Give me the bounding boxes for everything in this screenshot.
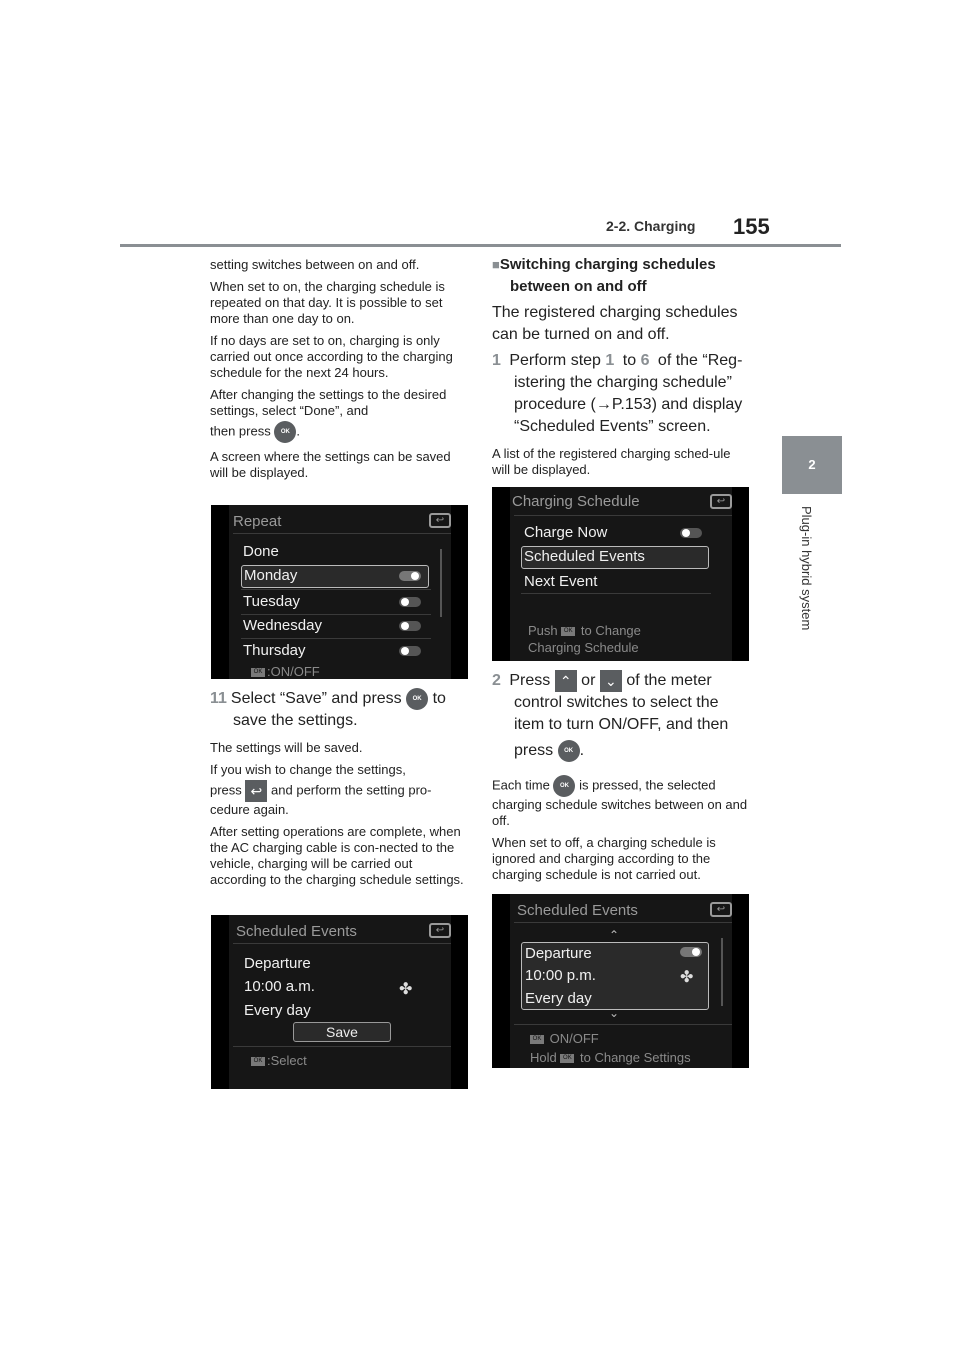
- text: between on and off: [510, 278, 647, 295]
- menu-item-next-event[interactable]: Next Event: [524, 573, 598, 590]
- toggle-icon[interactable]: [680, 528, 702, 538]
- section-heading: ■Switching charging schedules between on and off: [492, 256, 716, 295]
- text: to Change: [580, 623, 641, 638]
- text: of the “Reg-: [657, 352, 743, 369]
- paragraph: After setting operations are complete, when the AC charging cable is con-nected to the vehicle, charging will be carried out according to the charging schedule settings.: [210, 824, 464, 887]
- save-button[interactable]: Save: [293, 1022, 391, 1042]
- toggle-icon[interactable]: [399, 646, 421, 656]
- menu-item-scheduled-events[interactable]: Scheduled Events: [524, 548, 645, 565]
- screen-save: [211, 915, 468, 1089]
- paragraph: When set to off, a charging schedule is ignored and charging according to the charging schedule is not carried out.: [492, 835, 716, 882]
- right-text-bottom: [492, 775, 748, 889]
- paragraph: After changing the settings to the desired settings, select “Done”, and: [210, 387, 447, 418]
- menu-item-charge-now[interactable]: Charge Now: [524, 524, 608, 541]
- screen-footer: [251, 664, 320, 679]
- toggle-icon[interactable]: [399, 597, 421, 607]
- chapter-label: Plug-in hybrid system: [799, 506, 814, 631]
- chevron-up-icon[interactable]: ⌃: [609, 928, 620, 942]
- left-text-bottom: [210, 740, 468, 894]
- text: procedure (→P.153) and display: [514, 396, 743, 413]
- step-ref: 1: [605, 352, 615, 369]
- right-text-top: [492, 254, 754, 484]
- screen-footer: [528, 623, 641, 638]
- up-arrow-button-icon: ⌃: [555, 670, 577, 692]
- chapter-tab: 2: [782, 436, 842, 494]
- ok-chip-icon: OK: [530, 1035, 544, 1044]
- event-time: 10:00 p.m.: [525, 967, 596, 984]
- text: or: [581, 672, 596, 690]
- paragraph: A screen where the settings can be saved will be displayed.: [210, 449, 451, 480]
- fan-icon: ✤: [399, 981, 413, 998]
- text: to: [432, 690, 446, 708]
- text: .: [579, 742, 585, 760]
- screen-footer: [530, 1031, 599, 1046]
- text: ON/OFF: [549, 1031, 599, 1046]
- paragraph: setting switches between on and off.: [210, 257, 420, 272]
- text: Select “Save” and press: [230, 690, 402, 708]
- toggle-icon[interactable]: [680, 947, 702, 957]
- note: A list of the registered charging sched-ule will be displayed.: [492, 446, 731, 477]
- back-icon: ↩: [710, 902, 732, 917]
- text: :ON/OFF: [267, 664, 320, 679]
- event-repeat: Every day: [244, 1002, 311, 1019]
- screen-repeat: [211, 505, 468, 679]
- text: to Change Settings: [580, 1050, 691, 1065]
- header-rule: [120, 244, 841, 247]
- text: to: [622, 352, 637, 369]
- paragraph: When set to on, the charging schedule is repeated on that day. It is possible to set more than one day to on.: [210, 279, 445, 326]
- step-number: 11: [210, 690, 227, 708]
- toggle-icon[interactable]: [399, 571, 421, 581]
- paragraph: If no days are set to on, charging is only carried out once according to the charging schedule for the next 24 hours.: [210, 333, 453, 380]
- screen-title: Scheduled Events: [517, 902, 638, 919]
- paragraph: charging schedule switches between on and off.: [492, 797, 748, 828]
- step-1: [492, 350, 754, 438]
- screen-footer: [251, 1053, 307, 1068]
- screen-title: Charging Schedule: [512, 493, 640, 510]
- list-item-tuesday[interactable]: Tuesday: [243, 593, 300, 610]
- ok-chip-icon: OK: [560, 1054, 574, 1063]
- paragraph: The settings will be saved.: [210, 740, 363, 755]
- step-number: 1: [492, 352, 501, 369]
- text: Hold: [530, 1050, 557, 1065]
- screen-charging-schedule: [492, 487, 749, 661]
- text: “Scheduled Events” screen.: [514, 418, 711, 435]
- text: Perform step: [509, 352, 601, 369]
- ok-button-icon: OK: [553, 775, 575, 797]
- paragraph: If you wish to change the settings,: [210, 762, 406, 777]
- screen-title: Scheduled Events: [236, 923, 357, 940]
- list-item-thursday[interactable]: Thursday: [243, 642, 306, 659]
- screen-footer-line2: [530, 1050, 691, 1065]
- intro: [492, 302, 754, 346]
- text: control switches to select the: [514, 694, 719, 712]
- event-name: Departure: [244, 955, 311, 972]
- ok-chip-icon: OK: [251, 1057, 265, 1066]
- step-line: [210, 688, 472, 710]
- paragraph: cedure again.: [210, 802, 289, 817]
- page-number: 155: [733, 214, 770, 239]
- text: Switching charging schedules: [499, 256, 716, 273]
- step-line: save the settings.: [233, 712, 358, 730]
- text: then press: [210, 423, 271, 439]
- back-icon: ↩: [710, 494, 732, 509]
- paragraph: [210, 780, 468, 802]
- text: The registered charging schedules: [492, 304, 738, 321]
- ok-chip-icon: OK: [251, 668, 265, 677]
- text: and perform the setting pro-: [271, 782, 432, 798]
- toggle-icon[interactable]: [399, 621, 421, 631]
- text: Push: [528, 623, 558, 638]
- fan-icon: ✤: [680, 969, 694, 986]
- text: :Select: [267, 1053, 307, 1068]
- step-11: [210, 688, 472, 732]
- ok-button-icon: OK: [558, 740, 580, 762]
- ok-button-icon: OK: [406, 688, 428, 710]
- paragraph: [210, 421, 468, 443]
- section-title: 2-2. Charging: [606, 218, 696, 234]
- text: of the meter: [626, 672, 712, 690]
- text: press: [210, 782, 242, 798]
- step-ref: 6: [640, 352, 650, 369]
- text: item to turn ON/OFF, and then: [514, 716, 729, 734]
- text: Each time: [492, 777, 550, 793]
- back-icon: ↩: [429, 513, 451, 528]
- back-icon: ↩: [429, 923, 451, 938]
- list-item-done[interactable]: Done: [243, 543, 279, 560]
- screen-footer-line2: Charging Schedule: [528, 640, 639, 655]
- text: .: [296, 423, 300, 439]
- event-time: 10:00 a.m.: [244, 978, 315, 995]
- down-arrow-button-icon: ⌄: [600, 670, 622, 692]
- screen-title: Repeat: [233, 513, 282, 530]
- text: can be turned on and off.: [492, 326, 670, 343]
- ok-button-icon: OK: [274, 421, 296, 443]
- back-button-icon: ↩: [245, 780, 267, 802]
- ok-chip-icon: OK: [561, 627, 575, 636]
- step-number: 2: [492, 672, 501, 690]
- step-2: [492, 670, 754, 762]
- text: press: [514, 742, 554, 760]
- text: is pressed, the selected: [579, 777, 716, 793]
- list-item-wednesday[interactable]: Wednesday: [243, 617, 322, 634]
- scrollbar[interactable]: [440, 549, 442, 617]
- left-text-top: [210, 257, 468, 487]
- list-item-monday[interactable]: Monday: [244, 567, 298, 584]
- screen-scheduled-events: [492, 894, 749, 1068]
- text: Press: [509, 672, 551, 690]
- text: istering the charging schedule”: [514, 374, 732, 391]
- event-name: Departure: [525, 945, 592, 962]
- paragraph: [492, 775, 748, 797]
- scrollbar[interactable]: [721, 938, 723, 1006]
- event-repeat: Every day: [525, 990, 592, 1007]
- chevron-down-icon[interactable]: ⌄: [609, 1006, 620, 1020]
